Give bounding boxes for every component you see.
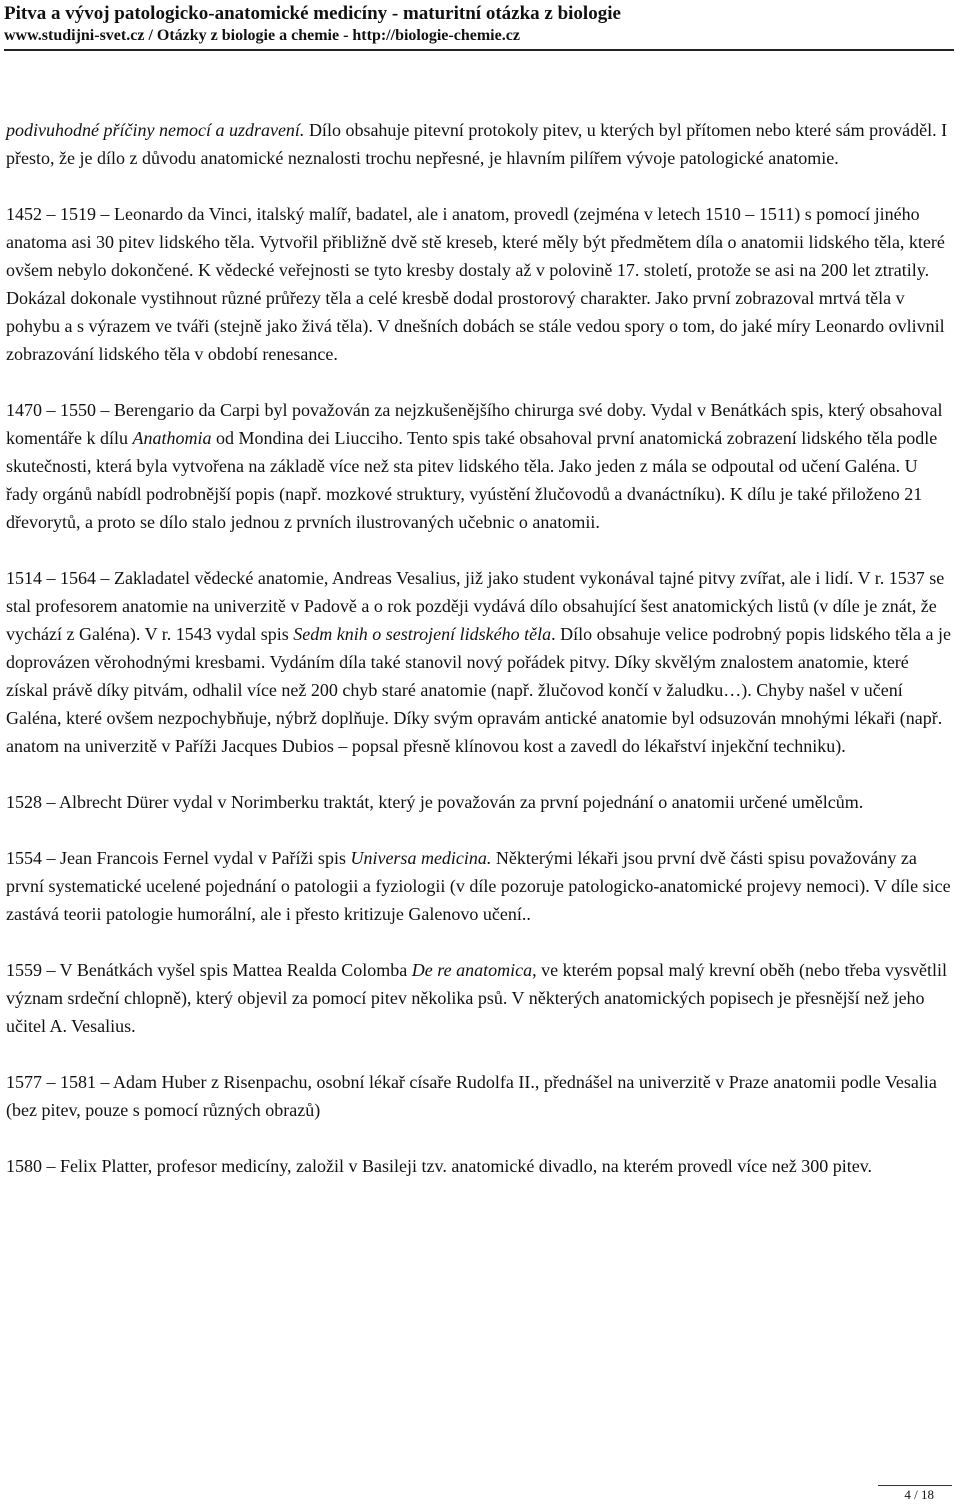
italic-text: Anathomia [132,428,212,448]
page-title: Pitva a vývoj patologicko-anatomické medicíny - maturitní otázka z biologie [4,3,621,24]
paragraph-6 [6,844,954,928]
header-divider [4,49,954,51]
paragraph-text: 1514 – 1564 – Zakladatel vědecké anatomie, Andreas Vesalius, již jako student vykonával tajné pitvy zvířat, ale i lidí. V r. 1537 se stal profesorem anatomie na univerzitě v Padově a o rok později vydává dílo obsahující šest anatomických listů (v díle je znát, že vychází z Galéna). V r. 1543 vydal spis [6,568,945,644]
paragraph-text: 1452 – 1519 – Leonardo da Vinci, italský malíř, badatel, ale i anatom, provedl (zejména v letech 1510 – 1511) s pomocí jiného anatoma asi 30 pitev lidského těla. Vytvořil přibližně dvě stě kreseb, které měly být předmětem díla o anatomii lidského těla, které ovšem nebylo dokončené. K vědecké veřejnosti se tyto kresby dostaly až v polovině 17. století, protože se asi na 200 let ztratily. Dokázal dokonale vystihnout různé průřezy těla a celé kresbě dodal prostorový charakter. Jako první zobrazoval mrtvá těla v pohybu a s výrazem ve tváři (stejně jako živá těla). V dnešních dobách se stále vedou spory o tom, do jaké míry Leonardo ovlivnil zobrazování lidského těla v období renesance. [6,204,945,364]
document-body [6,116,954,1208]
italic-text: podivuhodné příčiny nemocí a uzdravení. [6,120,305,140]
paragraph-text: od Mondina dei Liucciho. Tento spis také obsahoval první anatomická zobrazení lidského těla podle skutečnosti, která byla vytvořena na základě více než sta pitev lidského těla. Jako jeden z mála se odpoutal od učení Galéna. U řady orgánů nabídl podrobnější popis (např. mozkové struktury, vyústění žlučovodů a dvanáctníku). K dílu je také přiloženo 21 dřevorytů, a proto se dílo stalo jednou z prvních ilustrovaných učebnic o anatomii. [6,428,938,532]
paragraph-text: 1554 – Jean Francois Fernel vydal v Paříži spis [6,848,351,868]
page-subtitle: www.studijni-svet.cz / Otázky z biologie a chemie - http://biologie-chemie.cz [4,27,520,44]
paragraph-4 [6,564,954,760]
paragraph-3 [6,396,954,536]
footer-divider [878,1485,952,1486]
paragraph-text: 1470 – 1550 – Berengario da Carpi byl považován za nejzkušenějšího chirurga své doby. Vydal v Benátkách spis, který obsahoval komentáře k dílu [6,400,943,448]
paragraph-text: 1577 – 1581 – Adam Huber z Risenpachu, osobní lékař císaře Rudolfa II., přednášel na univerzitě v Praze anatomii podle Vesalia (bez pitev, pouze s pomocí různých obrazů) [6,1072,937,1120]
paragraph-text: Některými lékaři jsou první dvě části spisu považovány za první systematické ucelené pojednání o patologii a fyziologii (v díle pozoruje patologicko-anatomické projevy nemoci). V díle sice zastává teorii patologie humorální, ale i přesto kritizuje Galenovo učení.. [6,848,951,924]
paragraph-5 [6,788,954,816]
paragraph-text: , ve kterém popsal malý krevní oběh (nebo třeba vysvětlil význam srdeční chlopně), který objevil za pomocí pitev několika psů. V některých anatomických popisech je přesnější než jeho učitel A. Vesalius. [6,960,947,1036]
paragraph-text: 1528 – Albrecht Dürer vydal v Norimberku traktát, který je považován za první pojednání o anatomii určené umělcům. [6,792,864,812]
paragraph-2 [6,200,954,368]
italic-text: Sedm knih o sestrojení lidského těla [293,624,552,644]
paragraph-9 [6,1152,954,1180]
paragraph-text: 1559 – V Benátkách vyšel spis Mattea Realda Colomba [6,960,412,980]
paragraph-text: . Dílo obsahuje velice podrobný popis lidského těla a je doprovázen věrohodnými kresbami. Vydáním díla také stanovil nový pořádek pitvy. Díky skvělým znalostem anatomie, které získal právě díky pitvám, odhalil více než 200 chyb staré anatomie (např. žlučovod končí v žaludku…). Chyby našel v učení Galéna, které ovšem nezpochybňuje, nýbrž doplňuje. Díky svým opravám antické anatomie byl odsuzován mnohými lékaři (např. anatom na univerzitě v Paříži Jacques Dubios – popsal přesně klínovou kost a zavedl do lékařství injekční techniku). [6,624,951,756]
paragraph-text: 1580 – Felix Platter, profesor medicíny, založil v Basileji tzv. anatomické divadlo, na kterém provedl více než 300 pitev. [6,1156,873,1176]
paragraph-8 [6,1068,954,1124]
italic-text: Universa medicina. [350,848,492,868]
paragraph-text: Dílo obsahuje pitevní protokoly pitev, u kterých byl přítomen nebo které sám prováděl. I přesto, že je dílo z důvodu anatomické neznalosti trochu nepřesné, je hlavním pilířem vývoje patologické anatomie. [6,120,948,168]
page-header [4,0,954,46]
paragraph-1 [6,116,954,172]
page-number: 4 / 18 [904,1487,934,1502]
italic-text: De re anatomica [411,960,533,980]
paragraph-7 [6,956,954,1040]
